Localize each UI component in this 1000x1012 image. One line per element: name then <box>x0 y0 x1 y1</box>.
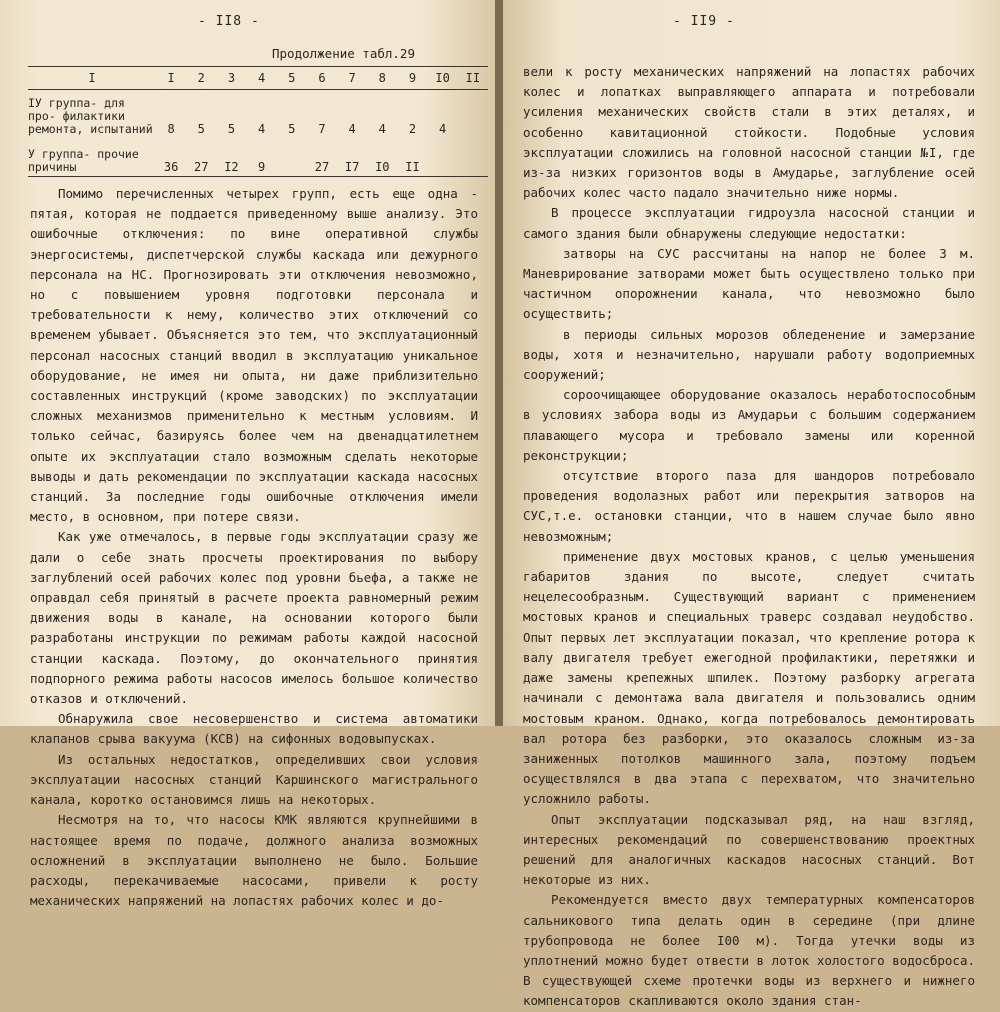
table-header-cell: 7 <box>337 67 367 90</box>
paragraph: Опыт эксплуатации подсказывал ряд, на наш взгляд, интересных рекомендаций по совершенствованию проектных решений для аналогичных каскадов насосных станций. Вот некоторые из них. <box>523 811 975 888</box>
table-cell <box>277 140 307 178</box>
table-29 <box>28 66 488 178</box>
left-page <box>0 0 497 909</box>
table-cell <box>458 90 488 141</box>
list-item: затворы на СУС рассчитаны на напор не более 3 м. Маневрирование затворами может быть осуществлено только при частичном опорожнении канала, что невозможно было осуществить; <box>523 245 975 322</box>
table-header-cell: 4 <box>247 67 277 90</box>
paragraph: Обнаружила свое несовершенство и система автоматики клапанов срыва вакуума (КСВ) на сифонных водовыпусках. <box>30 711 478 747</box>
list-item: в периоды сильных морозов обледенение и замерзание воды, хотя и незначительно, нарушали работу водоприемных сооружений; <box>523 326 975 383</box>
table-header-cell: 2 <box>186 67 216 90</box>
paragraph: В процессе эксплуатации гидроузла насосной станции и самого здания были обнаружены следующие недостатки: <box>523 205 975 241</box>
table-bottom-rule <box>28 176 488 177</box>
table-row <box>28 90 488 141</box>
table-cell: 27 <box>314 160 330 174</box>
table-cell: 7 <box>318 122 326 136</box>
table-cell: 2 <box>408 122 417 136</box>
left-page-text <box>30 184 478 911</box>
table-caption: Продолжение табл.29 <box>272 46 415 61</box>
paragraph: вели к росту механических напряжений на лопастях рабочих колес и лопатках выправляющего аппарата и потребовали усиления механических свойств стали в этих деталях, и особенно кавитационной стойкости. Подобные условия эксплуатации сложились на головной насосной станции №I, где из-за низких горизонтов воды в Амударье, заглубление осей рабочих колес часто падало значительно ниже нормы. <box>523 64 975 201</box>
row-label: IУ группа- для про- филактики ремонта, испытаний <box>28 96 153 136</box>
table-header-cell: II <box>458 67 488 90</box>
table-cell: 9 <box>257 160 266 174</box>
paragraph: Как уже отмечалось, в первые годы эксплуатации сразу же дали о себе знать просчеты проектирования по выбору заглублений осей рабочих колес под уровни бьефа, а также не оправдал себя принятый в расчете проекта равномерный режим движения воды в канале, на основании которого были разработаны инструкции по режимам работы каждой насосной станции каскада. Поэтому, до окончательного принятия подпорного режима работы насосов имелось большое количество отказов и отключений. <box>30 529 478 707</box>
table-header-cell: I <box>28 67 156 90</box>
table-header-cell: 9 <box>397 67 427 90</box>
right-page-text <box>523 62 975 1012</box>
list-item: сороочищающее оборудование оказалось неработоспособным в условиях забора воды из Амударьи с большим содержанием плавающего мусора и требовало замены или коренной реконструкции; <box>523 387 975 463</box>
page-number-right: - II9 - <box>673 14 735 29</box>
table-header-cell: I <box>156 67 186 90</box>
row-label: У группа- прочие причины <box>28 147 139 174</box>
list-item: применение двух мостовых кранов, с целью уменьшения габаритов здания по высоте, следует считать нецелесообразным. Существующий вариант с применением мостовых кранов и специальных траверс создавал неудобство. Опыт первых лет эксплуатации показал, что крепление ротора к валу двигателя требует ежегодной профилактики, перетяжки и даже замены крепежных шпилек. Поэтому разборку агрегата начинали с демонтажа вала двигателя и пользовались одним мостовым краном. Однако, когда потребовалось демонтировать вал ротора без разборки, это оказалось сложным из-за заниженных потолков машинного зала, поэтому подъем осуществлялся в два этапа с перехватом, что значительно усложнило работы. <box>523 548 975 807</box>
table-header-row <box>28 67 488 90</box>
table-cell: I7 <box>344 160 360 174</box>
table-row <box>28 140 488 178</box>
table-cell: 27 <box>194 160 209 174</box>
paragraph: Из остальных недостатков, определивших свои условия эксплуатации насосных станций Каршинского магистрального канала, коротко остановимся лишь на некоторых. <box>30 751 478 808</box>
table-cell: 5 <box>227 122 236 136</box>
table-cell: 5 <box>288 122 296 136</box>
table-cell: 5 <box>197 122 205 136</box>
table-cell: I2 <box>224 160 239 174</box>
table-cell: 4 <box>378 122 386 136</box>
page-number-left: - II8 - <box>198 14 260 29</box>
paragraph: Рекомендуется вместо двух температурных компенсаторов сальникового типа делать один в середине (при длине трубопровода не более I00 м). Тогда утечки воды из уплотнений можно будет отвести в лоток холостого водосброса. В существующей схеме протечки воды из верхнего и нижнего компенсаторов скапливаются около здания стан- <box>523 892 975 1009</box>
table-cell: 36 <box>163 160 179 174</box>
paragraph: Помимо перечисленных четырех групп, есть еще одна - пятая, которая не поддается приведенному выше анализу. Это ошибочные отключения: по вине оперативной службы энергосистемы, диспетчерской службы каскада или дежурного персонала на НС. Прогнозировать эти отключения невозможно, но с повышением уровня подготовки персонала и требовательности к нему, количество этих отключений со временем убывает. Объясняется это тем, что эксплуатационный персонал насосных станций вводил в эксплуатацию уникальное оборудование, не имея ни опыта, ни даже приблизительно составленных инструкций (кроме заводских) по эксплуатации сложных механизмов применительно к местным условиям. И только сейчас, базируясь более чем на двенадцатилетнем опыте их эксплуатации стало возможным сделать некоторые выводы и дать рекомендации по эксплуатации каскада насосных станций. За последние годы ошибочные отключения имели место, в основном, при потере связи. <box>30 186 478 525</box>
table-cell <box>428 140 458 178</box>
right-page <box>503 0 1000 1009</box>
table-cell: I0 <box>375 160 390 174</box>
paragraph: Несмотря на то, что насосы КМК являются крупнейшими в настоящее время по подаче, должного анализа возможных осложнений в эксплуатации выполнено не было. Большие расходы, перекачиваемые насосами, привели к росту механических напряжений на лопастях рабочих колес и до- <box>30 812 478 909</box>
table-cell: II <box>405 160 420 174</box>
list-item: отсутствие второго паза для шандоров потребовало проведения водолазных работ или перекрытия затворов на СУС,т.е. остановки станции, что в нашем случае было явно невозможным; <box>523 468 975 544</box>
table-cell: 4 <box>439 122 447 136</box>
table-cell: 4 <box>257 122 266 136</box>
table-cell <box>458 140 488 178</box>
table-cell: 4 <box>348 122 356 136</box>
table-header-cell: I0 <box>428 67 458 90</box>
table-header-cell: 3 <box>216 67 246 90</box>
table-cell: 8 <box>167 122 175 136</box>
table-header-cell: 5 <box>277 67 307 90</box>
table-header-cell: 6 <box>307 67 337 90</box>
table-header-cell: 8 <box>367 67 397 90</box>
